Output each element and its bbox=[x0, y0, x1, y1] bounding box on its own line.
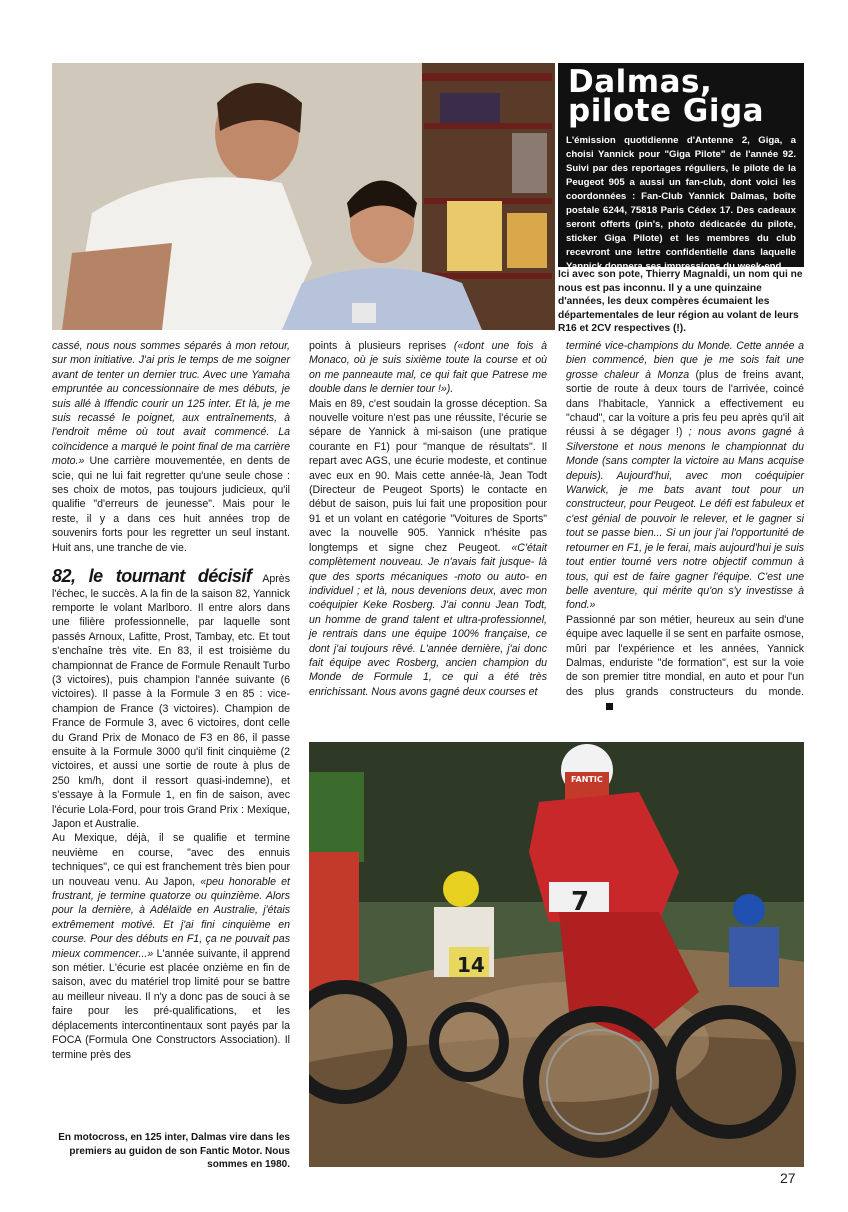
bike-number-7: 7 bbox=[571, 887, 590, 917]
col1-quote-3: «peu honorable et frustrant, je termine quatorze ou quinzième. Alors pour la dernière, à Adélaïde en Australie, j'étais extrêmement motivé. Et j'ai fini cinquième en course. Pour des débuts en F1, ça ne pouvait pas mieux commencer...» bbox=[52, 875, 290, 960]
column-3 bbox=[566, 339, 804, 714]
col1-text-3b: L'année suivante, il apprend son métier. L'écurie est placée onzième en fin de saison, avec du matériel trop limité pour se battre au meilleur niveau. Il n'y a donc pas de souci à se faire pour les pré-qualifications, et les déplacements intercontinentaux sont payés par la FOCA (Formula One Constructors Association). Il termine près des bbox=[52, 947, 290, 1061]
col2-paragraph-1 bbox=[309, 339, 547, 397]
col2-text-1: points à plusieurs reprises bbox=[309, 340, 454, 352]
section-heading: 82, le tournant décisif bbox=[52, 566, 252, 587]
col3-text-1: (plus de freins avant, sortie de route à deux tours de l'arrivée, coincé dans l'habitacle, Yannick a effectivement eu "chaud", car la voiture a pris feu peu après qu'il ait réussi à se dégager !) bbox=[566, 368, 804, 439]
col3-paragraph-2 bbox=[566, 613, 804, 714]
col3-quote-2: ; nous avons gagné à Silverstone et nous menons le championnat du Monde (sans compter la victoire au Mans acquise depuis). Aujourd'hui, avec mon coéquipier Warwick, je me bats avant tout pour un constructeur, pour Peugeot. Le défi est fabuleux et c'est génial de pouvoir le relever, et le gagner si tout se passe bien... Si un jour j'ai l'opportunité de retourner en F1, je le ferai, mais aujourd'hui je suis tout entier tourné vers notre objectif commun à tous, qui est de faire gagner l'équipe. C'est une belle aventure, qui mérite qu'on s'y investisse à fond.» bbox=[566, 426, 805, 612]
col2-text-2: Mais en 89, c'est soudain la grosse déception. Sa nouvelle voiture n'est pas une réussite, l'écurie se sépare de Yannick à mi-saison (une pratique courante en F1) pour "manque de résultats". Il repart avec AGS, une écurie modeste, et continue avec eux en 90. Mais cette année-là, Jean Todt (Directeur de Peugeot Sports) le contacte en début de saison, puis lui fait une proposition pour 91 et un volant en catégorie "Voitures de Sports" avec la nouvelle 905. Yannick n'hésite pas longtemps et signe chez Peugeot. bbox=[309, 397, 547, 554]
sidebar-title-line2: pilote Giga bbox=[568, 93, 765, 129]
col2-quote-1: («dont une fois à Monaco, où je suis sixième toute la course et où on me panneaute mal, ce qui fait que Patrese me double dans le dernier tour !»). bbox=[309, 340, 547, 396]
col2-quote-2: «C'était complètement nouveau. Je n'avais fait jusque- là que des sports mécaniques -moto ou auto- en individuel ; et là, nous devenions deux, avec mon coéquipier Keke Rosberg. J'ai connu Jean Todt, un homme de grand talent et ultra-professionnel, je rentrais dans une équipe 100% française, ce dont j'ai toujours rêvé. L'année dernière, j'ai donc fait équipe avec Rosberg, ancien champion du Monde de Formule 1, ce qui a été très enrichissant. Nous avons gagné deux courses et bbox=[309, 541, 547, 698]
helmet-sponsor-text: FANTIC bbox=[571, 775, 603, 784]
photo-top-interview bbox=[52, 63, 555, 330]
sidebar-title-line1: Dalmas, bbox=[568, 64, 713, 100]
sidebar-box bbox=[558, 63, 804, 272]
sidebar-title bbox=[558, 63, 804, 129]
caption-top-photo: Ici avec son pote, Thierry Magnaldi, un nom qui ne nous est pas inconnu. Il y a une quinzaine d'années, les deux compères écumaient les départementales de leur région au volant de leurs R16 et 2CV respectives (!). bbox=[558, 269, 803, 335]
col3-quote-1: terminé vice-champions du Monde. Cette année a bien commencé, bien que je me sois fait une grosse chaleur à Monza bbox=[566, 340, 804, 381]
col1-paragraph-3 bbox=[52, 831, 290, 1062]
column-1 bbox=[52, 339, 290, 1062]
col2-paragraph-2 bbox=[309, 397, 547, 700]
sidebar-body: L'émission quotidienne d'Antenne 2, Giga, a choisi Yannick pour "Giga Pilote" de l'année 92. Suivi par des reportages réguliers, le pilote de la Peugeot 905 a aussi un fan-club, dont voici les coordonnées : Fan-Club Yannick Dalmas, boîte postale 6244, 75818 Paris Cédex 17. Des cadeaux seront offerts (pin's, photo dédicacée du pilote, sticker Giga Pilote) et les membres du club recevront une lettre confidentielle dans laquelle Yannick donnera ses impressions du week-end. bbox=[566, 135, 796, 272]
column-2 bbox=[309, 339, 547, 699]
bike-number-14: 14 bbox=[457, 953, 485, 977]
col3-text-2: Passionné par son métier, heureux au sein d'une équipe avec laquelle il se sent en parfaite osmose, mûri par l'expérience et les années, Yannick Dalmas, enduriste "de formation", est sur la voie de son premier titre mondial, en auto et pour l'un des plus grands constructeurs du monde. bbox=[566, 613, 804, 698]
photo-motocross bbox=[309, 742, 804, 1167]
col3-paragraph-1 bbox=[566, 339, 804, 613]
col1-text-2: Après l'échec, le succès. A la fin de la saison 82, Yannick remporte le volant Marlboro. Il entre alors dans une filière professionnelle, par laquelle sont passés Arnoux, Lafitte, Prost, Tambay, etc. Et tout s'enchaîne très vite. En 83, il est troisième du championnat de France de Formule Renault Turbo (3 victoires), puis champion l'année suivante (6 victoires). Il passe à la Formule 3 en 85 : vice-champion de France (3 victoires). Champion de France de Formule 3, avec 6 victoires, dont celle du Grand Prix de Monaco de F3 en 86, il passe ensuite à la Formule 3000 qu'il finit cinquième (2 victoires, et aussi une sortie de route à plus de 250 km/h, dont il ressort quasi-indemne), et s'essaye à la Formule 1, en fin de saison, avec l'écurie Lola-Ford, pour trois Grand Prix : Mexique, Japon et Australie. bbox=[52, 573, 290, 830]
page-number: 27 bbox=[780, 1170, 796, 1186]
col1-paragraph-1 bbox=[52, 339, 290, 555]
col1-text-3a: Au Mexique, déjà, il se qualifie et termine neuvième en course, "avec des ennuis techniques", ce qui est franchement très bien pour un nouveau venu. Au Japon, bbox=[52, 832, 290, 888]
col1-text-1: Une carrière mouvementée, en dents de scie, qui ne lui fait regretter qu'une seule chose : ses choix de motos, pas toujours judicieux, qu'il qualifie "d'erreurs de jeunesse". Mais pour le reste, il y a dans ces huit années trop de souvenirs forts pour les regretter un seul instant. Huit ans, une tranche de vie. bbox=[52, 455, 290, 554]
col1-paragraph-2 bbox=[52, 566, 290, 831]
caption-bottom-photo: En motocross, en 125 inter, Dalmas vire dans les premiers au guidon de son Fantic Motor. Nous sommes en 1980. bbox=[58, 1132, 290, 1170]
end-mark-icon bbox=[606, 703, 613, 710]
col1-quote-1: cassé, nous nous sommes séparés à mon retour, sur mon initiative. J'ai pris le temps de me soigner avant de tenter un dernier truc. Avec une Yamaha empruntée au concessionnaire de mes débuts, je suis allé à Iffendic courir un 125 inter. Et là, je me suis recassé le poignet, aux entraînements, à l'endroit même où tout avait commencé. La coïncidence a marqué le point final de ma carrière moto.» bbox=[52, 340, 290, 468]
